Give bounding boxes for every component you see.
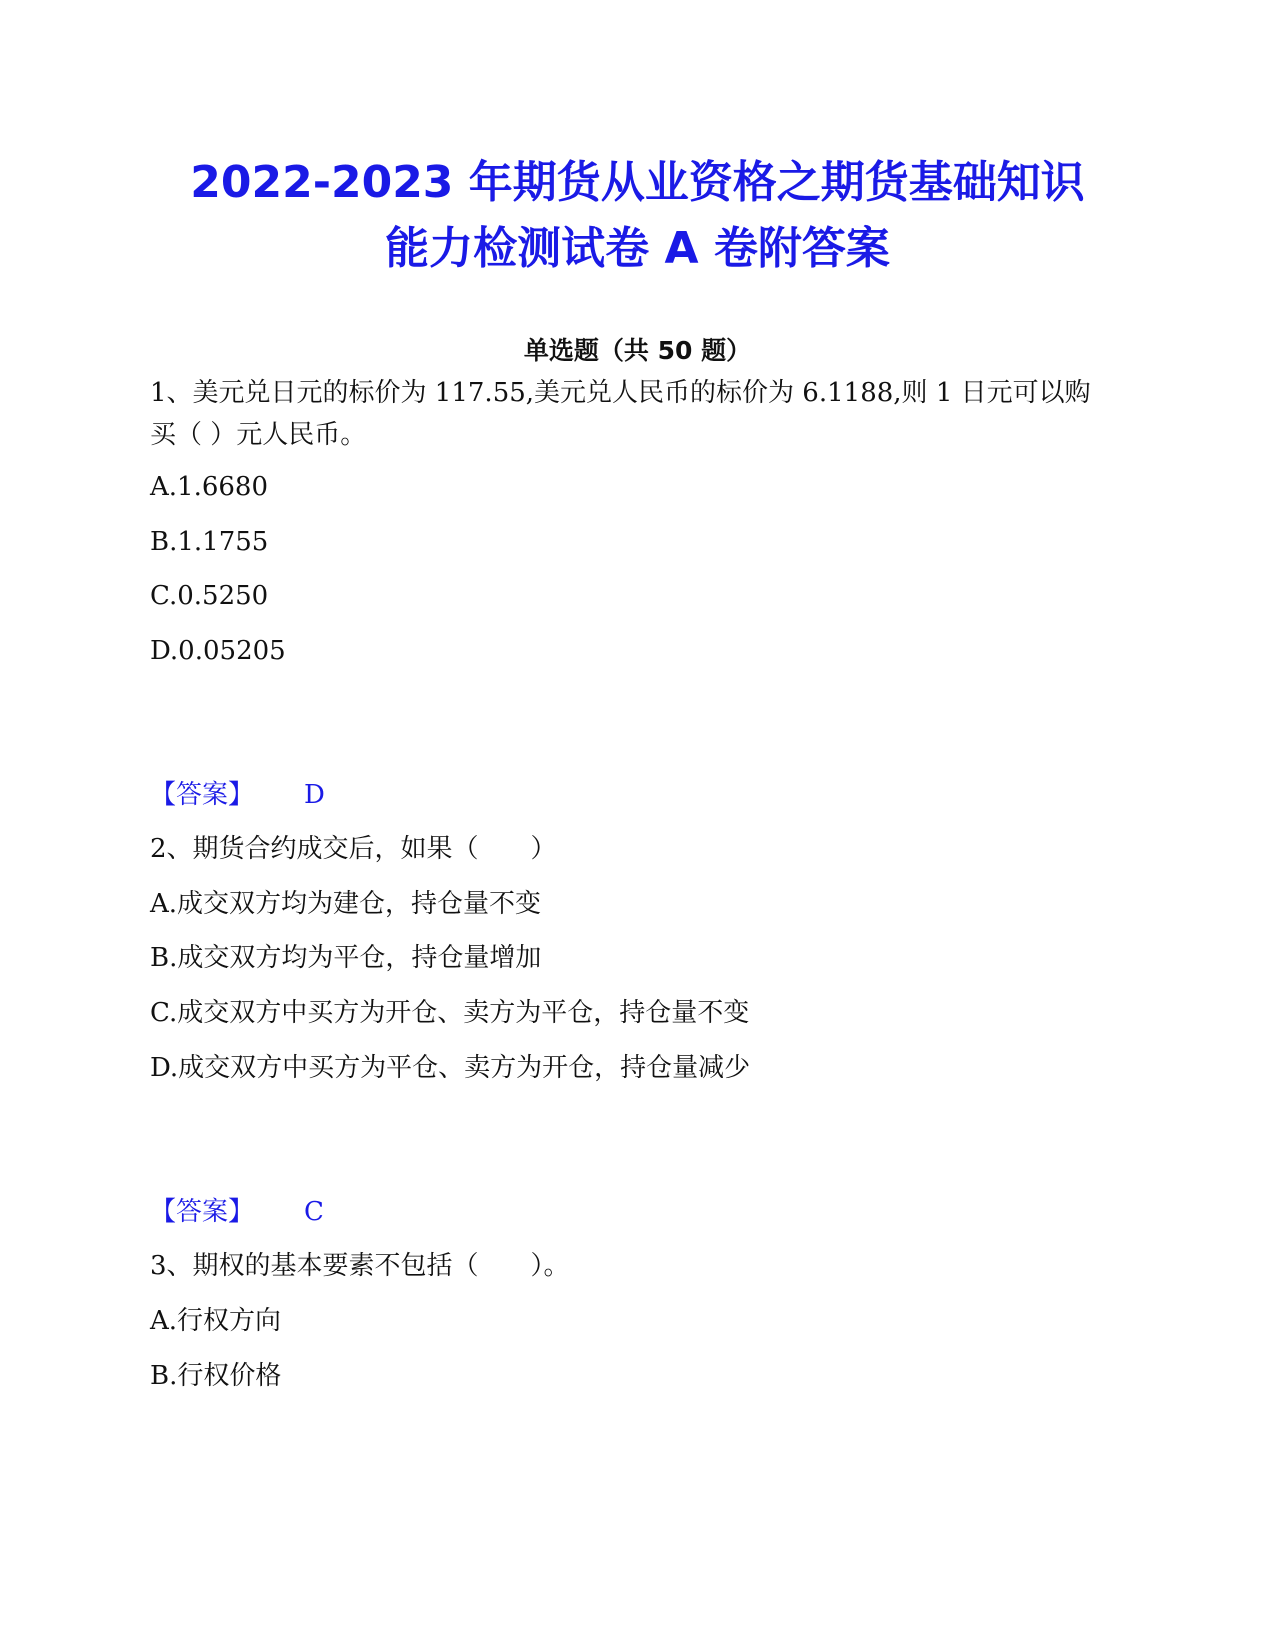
title-line-1: 2022-2023 年期货从业资格之期货基础知识 (190, 157, 1085, 208)
question-1-stem: 1、美元兑日元的标价为 117.55,美元兑人民币的标价为 6.1188,则 1 日元可以购买（ ）元人民币。 (150, 378, 1091, 450)
document-title (100, 150, 1175, 282)
answer-label: 【答案】 (150, 1197, 255, 1227)
question-3-option-a: A.行权方向 (150, 1306, 282, 1336)
question-1-option-a: A.1.6680 (150, 472, 269, 502)
section-heading: 单选题（共 50 题） (523, 336, 752, 365)
answer-label: 【答案】 (150, 780, 255, 810)
question-3-option-b: B.行权价格 (150, 1361, 282, 1391)
question-2-option-c: C.成交双方中买方为开仓、卖方为平仓，持仓量不变 (150, 998, 750, 1028)
title-line-2: 能力检测试卷 A 卷附答案 (385, 223, 890, 274)
question-2-answer (150, 1192, 324, 1232)
answer-value: C (304, 1197, 324, 1227)
question-1-option-b: B.1.1755 (150, 527, 269, 557)
question-2-option-d: D.成交双方中买方为平仓、卖方为开仓，持仓量减少 (150, 1053, 751, 1083)
question-2-option-a: A.成交双方均为建仓，持仓量不变 (150, 889, 542, 919)
question-1-option-d: D.0.05205 (150, 636, 286, 666)
question-2-option-b: B.成交双方均为平仓，持仓量增加 (150, 943, 542, 973)
answer-value: D (304, 780, 325, 810)
question-1-option-c: C.0.5250 (150, 581, 269, 611)
question-1-answer (150, 775, 325, 815)
question-2-stem: 2、期货合约成交后，如果（ ） (150, 834, 557, 864)
question-3-stem: 3、期权的基本要素不包括（ ）。 (150, 1251, 570, 1281)
